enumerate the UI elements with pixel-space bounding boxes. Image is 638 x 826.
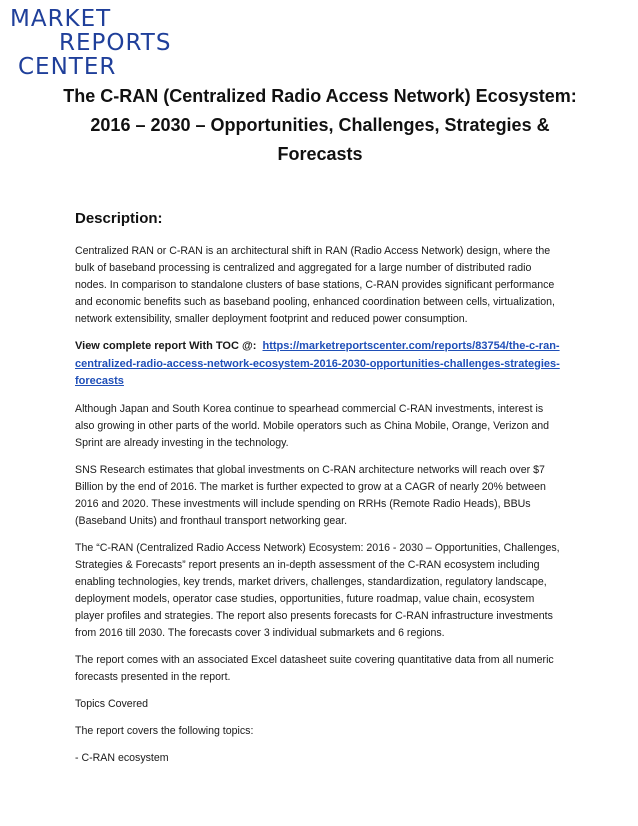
topic-item: - C-RAN ecosystem bbox=[75, 751, 169, 764]
toc-report-link[interactable]: https://marketreportscenter.com/reports/83754/the-c-ran-centralized-radio-access-network-ecosystem-2016-2030-opportunities-challenges-strategies-forecasts bbox=[75, 340, 560, 387]
paragraph-intro: Centralized RAN or C-RAN is an architectural shift in RAN (Radio Access Network) design, where the bulk of baseband processing is centralized and aggregated for a large number of distributed radio nodes. In comparison to standalone clusters of base stations, C-RAN provides significant performance and economic benefits such as baseband pooling, enhanced coordination between cells, virtualization, network extensibility, smaller deployment footprint and reduced power consumption. bbox=[75, 245, 555, 325]
logo-line-center: CENTER bbox=[18, 54, 117, 80]
logo-line-market: MARKET bbox=[10, 6, 112, 32]
logo-line-reports: REPORTS bbox=[59, 30, 172, 56]
description-heading: Description: bbox=[75, 210, 163, 227]
toc-line bbox=[75, 338, 565, 391]
paragraph-excel-datasheet: The report comes with an associated Excel datasheet suite covering quantitative data from all numeric forecasts presented in the report. bbox=[75, 653, 554, 683]
topics-covered-label: Topics Covered bbox=[75, 697, 149, 710]
page-title: The C-RAN (Centralized Radio Access Network) Ecosystem: 2016 – 2030 – Opportunities, Challenges, Strategies & Forecasts bbox=[63, 86, 577, 164]
document-body bbox=[75, 243, 565, 777]
covers-following-label: The report covers the following topics: bbox=[75, 724, 254, 737]
market-reports-center-logo bbox=[10, 2, 170, 78]
paragraph-japan-korea: Although Japan and South Korea continue to spearhead commercial C-RAN investments, interest is also growing in other parts of the world. Mobile operators such as China Mobile, Orange, Verizon and Sprint are already investing in the technology. bbox=[75, 402, 550, 449]
paragraph-report-summary: The “C-RAN (Centralized Radio Access Network) Ecosystem: 2016 - 2030 – Opportunities, Challenges, Strategies & Forecasts” report presents an in-depth assessment of the C-RAN ecosystem including enabling technologies, key trends, market drivers, challenges, standardization, regulatory landscape, deployment models, operator case studies, opportunities, future roadmap, value chain, ecosystem player profiles and strategies. The report also presents forecasts for C-RAN infrastructure investments from 2016 till 2030. The forecasts cover 3 individual submarkets and 6 regions. bbox=[75, 541, 560, 639]
paragraph-sns-research: SNS Research estimates that global investments on C-RAN architecture networks will reach over $7 Billion by the end of 2016. The market is further expected to grow at a CAGR of nearly 20% between 2016 and 2020. These investments will include spending on RRHs (Remote Radio Heads), BBUs (Baseband Units) and fronthaul transport networking gear. bbox=[75, 463, 546, 527]
toc-label: View complete report With TOC @: bbox=[75, 340, 257, 352]
